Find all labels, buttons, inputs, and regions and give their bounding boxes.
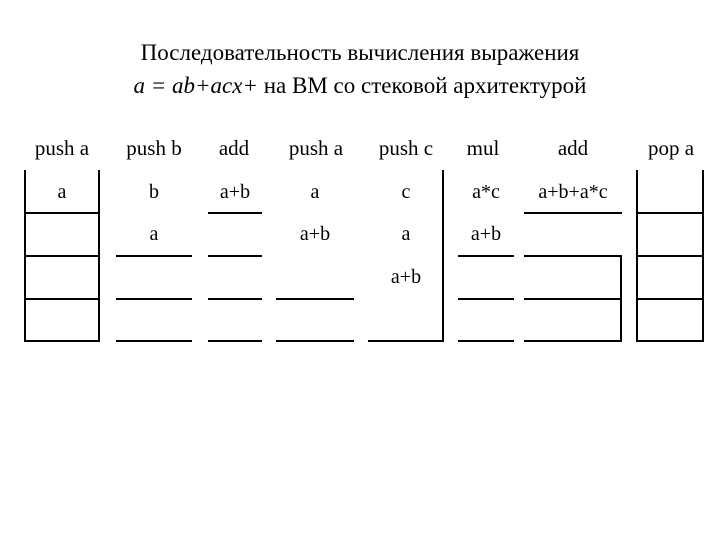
stack-column xyxy=(116,170,192,342)
stack-cell xyxy=(636,300,704,340)
stack-cell xyxy=(524,214,622,254)
stack-cell: a+b xyxy=(470,223,502,245)
diagram-title xyxy=(0,36,720,102)
stack-cell xyxy=(24,257,100,297)
title-line-1: Последовательность вычисления выражения xyxy=(140,40,580,65)
stack-cell: a xyxy=(401,223,411,245)
expression: a = ab+acx+ xyxy=(133,73,258,98)
stack-cell xyxy=(524,300,622,340)
stack-cell: a+b xyxy=(219,181,251,203)
stack-cell xyxy=(116,300,192,340)
stack-cell: a+b xyxy=(390,266,422,288)
stack-cell: c xyxy=(401,181,411,203)
stack-cell xyxy=(276,300,354,340)
stack-column xyxy=(368,170,444,342)
stack-cell xyxy=(24,300,100,340)
stack-cell xyxy=(524,257,622,297)
instruction-label: push b xyxy=(126,136,182,160)
stack-cell xyxy=(636,172,704,212)
stack-column xyxy=(636,170,704,342)
stack-column xyxy=(276,170,354,342)
instruction-label: add xyxy=(218,136,250,160)
stack-cell: b xyxy=(149,181,159,203)
title-line-2-text: на ВМ со стековой архитектурой xyxy=(258,73,587,98)
instruction-label: mul xyxy=(466,136,500,160)
stack-column xyxy=(24,170,100,342)
stack-cell xyxy=(276,257,354,297)
instruction-label: pop a xyxy=(647,136,695,160)
stack-cell xyxy=(458,300,514,340)
stack-cell xyxy=(368,300,444,340)
stack-cell: a xyxy=(310,181,320,203)
stack-cell: a+b+a*c xyxy=(538,181,608,203)
stack-cell xyxy=(636,214,704,254)
stack-cell: a xyxy=(149,223,159,245)
instruction-label: push a xyxy=(34,136,90,160)
stack-cell: a+b xyxy=(299,223,331,245)
stack-cell: a xyxy=(57,181,67,203)
stack-cell xyxy=(208,257,262,297)
instruction-label: add xyxy=(557,136,589,160)
stack-column xyxy=(208,170,262,342)
stack-cell xyxy=(458,257,514,297)
stack-cell: a*c xyxy=(472,181,500,203)
stack-cell xyxy=(116,257,192,297)
stack-cell xyxy=(208,214,262,254)
stack-column xyxy=(524,170,622,342)
instruction-label: push a xyxy=(288,136,344,160)
stack-column xyxy=(458,170,514,342)
stack-cell xyxy=(24,214,100,254)
stack-cell xyxy=(636,257,704,297)
stack-cell xyxy=(208,300,262,340)
instruction-label: push c xyxy=(378,136,434,160)
title-line-2 xyxy=(0,69,720,102)
